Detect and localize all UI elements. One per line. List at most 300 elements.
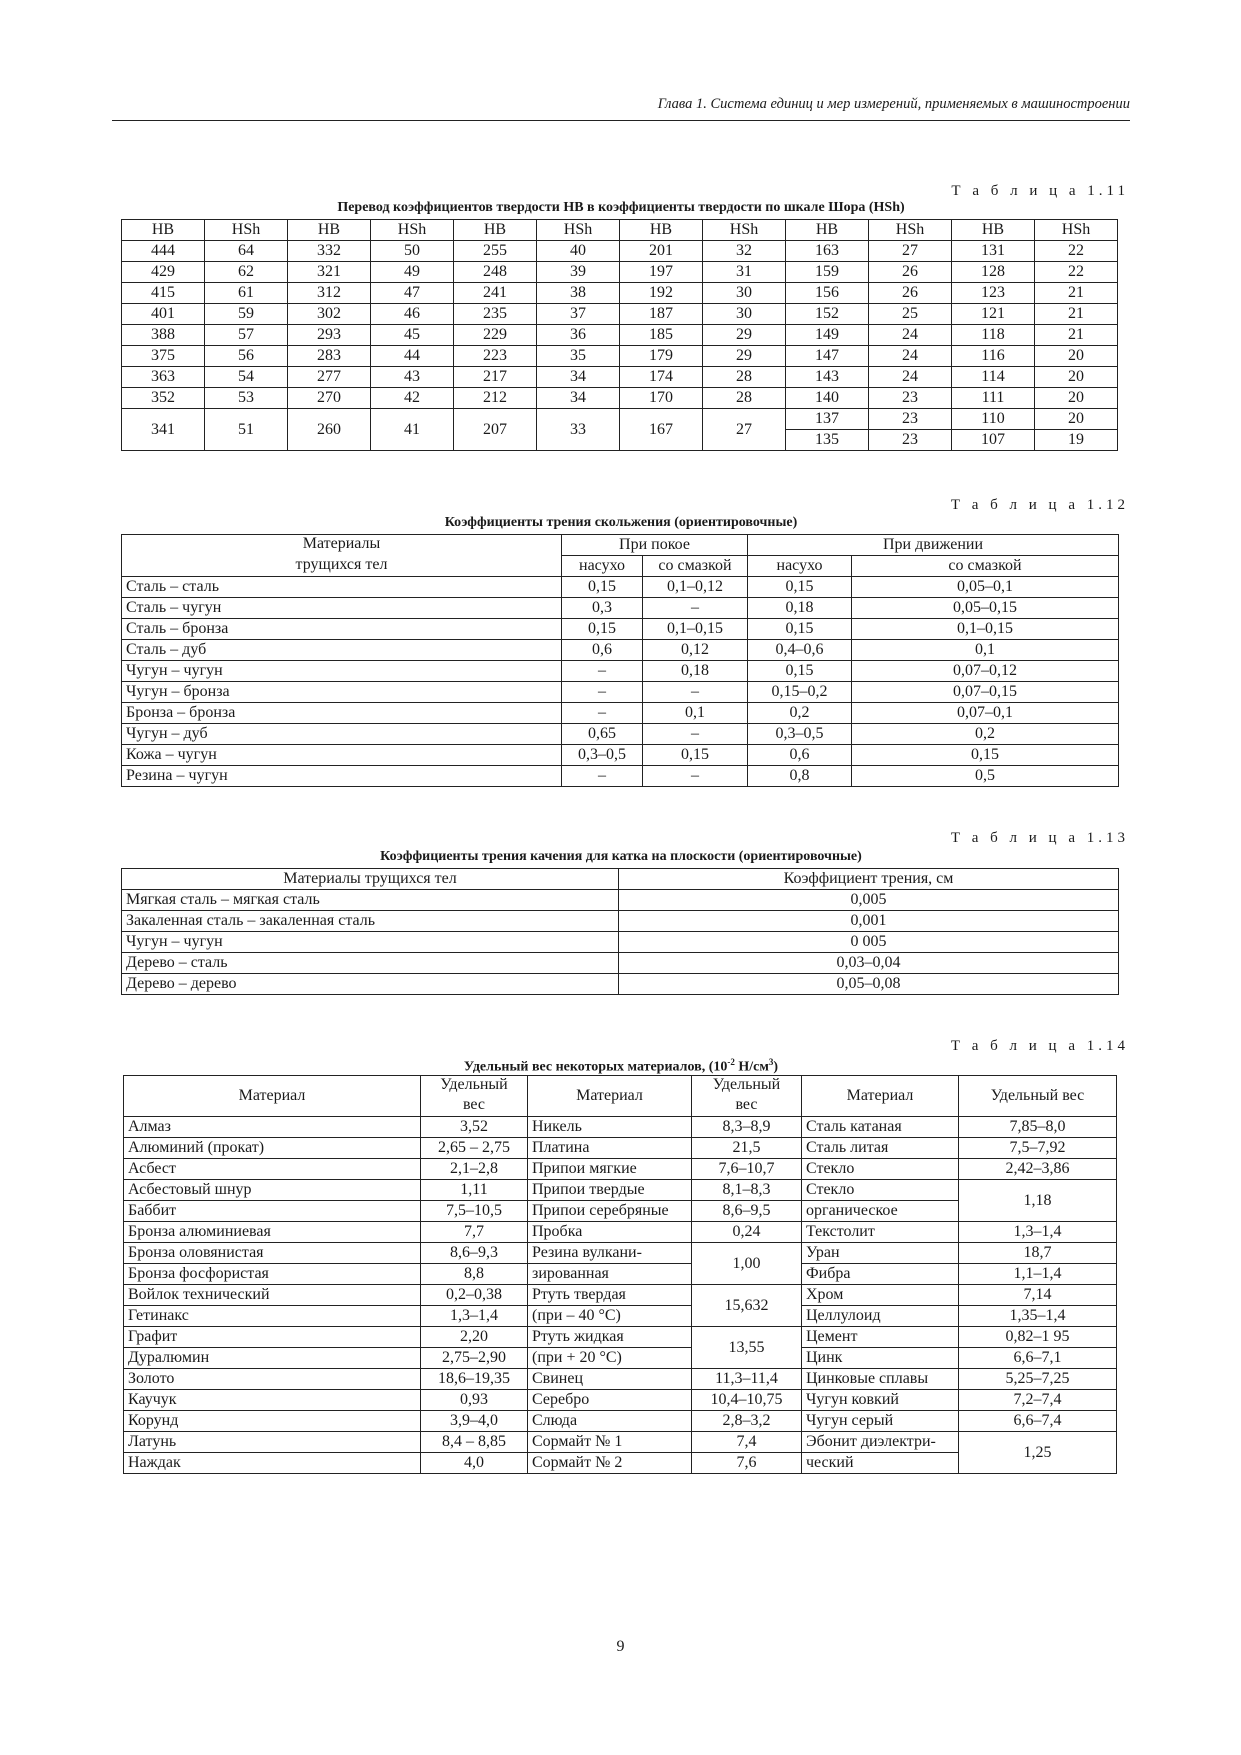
table-cell: 0,65	[562, 724, 643, 745]
table-cell: 44	[371, 346, 454, 367]
table-cell: 57	[205, 325, 288, 346]
table-cell: 123	[952, 283, 1035, 304]
table-row	[124, 1117, 1117, 1138]
table-row	[122, 661, 1119, 682]
table-1-11-caption: Т а б л и ц а 1.11	[951, 183, 1129, 199]
table-cell: 0,15–0,2	[748, 682, 852, 703]
material-name: Сталь катаная	[802, 1117, 959, 1138]
table-row	[122, 911, 1119, 932]
table-cell: 248	[454, 262, 537, 283]
weight-value: 0,93	[421, 1390, 528, 1411]
material-name: Цемент	[802, 1327, 959, 1348]
material-name: Эбонит диэлектри-	[802, 1432, 959, 1453]
header-cell: HB	[786, 220, 869, 241]
material-pair: Сталь – чугун	[122, 598, 562, 619]
table-cell: 137	[786, 409, 869, 430]
table-1-13-title: Коэффициенты трения качения для катка на плоскости (ориентировочные)	[380, 849, 862, 864]
weight-value: 6,6–7,4	[959, 1411, 1117, 1432]
weight-value: 18,7	[959, 1243, 1117, 1264]
table-cell: 0,6	[562, 640, 643, 661]
material-name: Баббит	[124, 1201, 421, 1222]
table-row	[122, 766, 1119, 787]
material-name: Припои серебряные	[528, 1201, 692, 1222]
material-name: Сормайт № 1	[528, 1432, 692, 1453]
material-name: Резина вулкани-	[528, 1243, 692, 1264]
table-cell: 415	[122, 283, 205, 304]
table-cell: –	[643, 598, 748, 619]
material-name: Латунь	[124, 1432, 421, 1453]
table-row	[124, 1432, 1117, 1453]
weight-value: 15,632	[692, 1285, 802, 1327]
table-row	[122, 890, 1119, 911]
weight-value: 2,65 – 2,75	[421, 1138, 528, 1159]
table-cell: 0,18	[643, 661, 748, 682]
material-name: Платина	[528, 1138, 692, 1159]
table-cell: 114	[952, 367, 1035, 388]
specific-weight-table	[123, 1075, 1117, 1474]
col-dry-header: насухо	[748, 556, 852, 577]
table-cell: 28	[703, 367, 786, 388]
table-cell: 0 005	[619, 932, 1119, 953]
table-cell: –	[562, 682, 643, 703]
material-pair: Сталь – бронза	[122, 619, 562, 640]
header-cell: HB	[454, 220, 537, 241]
table-cell: 121	[952, 304, 1035, 325]
table-cell: 270	[288, 388, 371, 409]
table-row	[124, 1348, 1117, 1369]
header-cell: HB	[122, 220, 205, 241]
page-number: 9	[616, 1638, 625, 1655]
material-name: Асбест	[124, 1159, 421, 1180]
table-cell: –	[643, 724, 748, 745]
table-cell: 0,1–0,15	[643, 619, 748, 640]
table-row	[122, 304, 1118, 325]
table-cell: 0,15	[643, 745, 748, 766]
material-name: Припои мягкие	[528, 1159, 692, 1180]
material-name: Целлулоид	[802, 1306, 959, 1327]
material-name: Каучук	[124, 1390, 421, 1411]
table-cell: 302	[288, 304, 371, 325]
material-name: Золото	[124, 1369, 421, 1390]
weight-value: 5,25–7,25	[959, 1369, 1117, 1390]
col-weight-header: Удельный	[421, 1076, 528, 1097]
material-name: Серебро	[528, 1390, 692, 1411]
weight-value: 0,24	[692, 1222, 802, 1243]
table-cell: 29	[703, 346, 786, 367]
material-name: Графит	[124, 1327, 421, 1348]
table-cell: 22	[1035, 241, 1118, 262]
table-cell: 341	[122, 409, 205, 451]
table-row	[122, 598, 1119, 619]
material-name: Фибра	[802, 1264, 959, 1285]
weight-value: 1,35–1,4	[959, 1306, 1117, 1327]
material-pair: Чугун – чугун	[122, 932, 619, 953]
material-name: (при – 40 °С)	[528, 1306, 692, 1327]
table-cell: 0,05–0,1	[852, 577, 1119, 598]
material-name: Сормайт № 2	[528, 1453, 692, 1474]
table-cell: 20	[1035, 346, 1118, 367]
header-cell: HB	[952, 220, 1035, 241]
table-row	[122, 367, 1118, 388]
table-row	[124, 1264, 1117, 1285]
material-name: Гетинакс	[124, 1306, 421, 1327]
table-cell: 0,2	[748, 703, 852, 724]
table-cell: 241	[454, 283, 537, 304]
table-cell: 23	[869, 409, 952, 430]
material-pair: Дерево – сталь	[122, 953, 619, 974]
col-rest-header: При покое	[562, 535, 748, 556]
material-name: Бронза фосфористая	[124, 1264, 421, 1285]
table-cell: 0,12	[643, 640, 748, 661]
table-cell: 0,03–0,04	[619, 953, 1119, 974]
material-name: органическое	[802, 1201, 959, 1222]
material-name: Асбестовый шнур	[124, 1180, 421, 1201]
rolling-friction-table	[121, 868, 1119, 995]
weight-value: 4,0	[421, 1453, 528, 1474]
table-cell: 140	[786, 388, 869, 409]
material-name: Слюда	[528, 1411, 692, 1432]
table-row	[124, 1285, 1117, 1306]
table-cell: 283	[288, 346, 371, 367]
table-cell: 39	[537, 262, 620, 283]
table-cell: 0,1	[852, 640, 1119, 661]
table-row	[122, 325, 1118, 346]
weight-value: 0,82–1 95	[959, 1327, 1117, 1348]
weight-value: 1,3–1,4	[959, 1222, 1117, 1243]
table-cell: 19	[1035, 430, 1118, 451]
table-cell: 0,001	[619, 911, 1119, 932]
material-name: Алмаз	[124, 1117, 421, 1138]
weight-value: 8,8	[421, 1264, 528, 1285]
table-cell: 21	[1035, 304, 1118, 325]
weight-value: 7,7	[421, 1222, 528, 1243]
material-name: Свинец	[528, 1369, 692, 1390]
table-cell: 147	[786, 346, 869, 367]
weight-value: 11,3–11,4	[692, 1369, 802, 1390]
table-cell: 21	[1035, 325, 1118, 346]
table-cell: 59	[205, 304, 288, 325]
table-cell: 197	[620, 262, 703, 283]
table-row	[122, 283, 1118, 304]
weight-value: 2,8–3,2	[692, 1411, 802, 1432]
col-lub-header: со смазкой	[643, 556, 748, 577]
material-name: Припои твердые	[528, 1180, 692, 1201]
table-1-14-title: Удельный вес некоторых материалов, ($10^{-2}$ $Н/см^3$)	[463, 1057, 779, 1075]
sliding-friction-table	[121, 534, 1119, 787]
weight-value: 1,11	[421, 1180, 528, 1201]
weight-value: 10,4–10,75	[692, 1390, 802, 1411]
table-cell: 20	[1035, 367, 1118, 388]
weight-value: 7,5–7,92	[959, 1138, 1117, 1159]
table-cell: 293	[288, 325, 371, 346]
table-cell: 0,07–0,15	[852, 682, 1119, 703]
table-row	[122, 745, 1119, 766]
header-cell: HB	[620, 220, 703, 241]
material-name: Сталь литая	[802, 1138, 959, 1159]
table-cell: 41	[371, 409, 454, 451]
material-name: Ртуть жидкая	[528, 1327, 692, 1348]
weight-value: 7,6	[692, 1453, 802, 1474]
material-name: Алюминий (прокат)	[124, 1138, 421, 1159]
table-cell: 401	[122, 304, 205, 325]
table-cell: 51	[205, 409, 288, 451]
table-cell: 375	[122, 346, 205, 367]
material-name: Уран	[802, 1243, 959, 1264]
table-row	[122, 640, 1119, 661]
table-cell: 312	[288, 283, 371, 304]
table-cell: 131	[952, 241, 1035, 262]
table-row	[124, 1222, 1117, 1243]
table-cell: 49	[371, 262, 454, 283]
table-cell: 24	[869, 367, 952, 388]
table-cell: 143	[786, 367, 869, 388]
table-cell: 23	[869, 388, 952, 409]
table-cell: 0,1	[643, 703, 748, 724]
table-cell: 47	[371, 283, 454, 304]
table-cell: 24	[869, 325, 952, 346]
table-cell: 31	[703, 262, 786, 283]
weight-value: 7,85–8,0	[959, 1117, 1117, 1138]
table-row	[122, 388, 1118, 409]
weight-value: 13,55	[692, 1327, 802, 1369]
table-cell: 35	[537, 346, 620, 367]
table-row	[122, 409, 1118, 430]
table-cell: 207	[454, 409, 537, 451]
material-pair: Бронза – бронза	[122, 703, 562, 724]
table-cell: 163	[786, 241, 869, 262]
table-cell: 0,07–0,12	[852, 661, 1119, 682]
table-cell: 170	[620, 388, 703, 409]
table-cell: 235	[454, 304, 537, 325]
weight-value: 8,6–9,5	[692, 1201, 802, 1222]
weight-value: 2,20	[421, 1327, 528, 1348]
table-cell: 30	[703, 304, 786, 325]
table-cell: 0,5	[852, 766, 1119, 787]
weight-value: 1,25	[959, 1432, 1117, 1474]
weight-value: 18,6–19,35	[421, 1369, 528, 1390]
table-row	[124, 1369, 1117, 1390]
table-cell: 37	[537, 304, 620, 325]
table-cell: 152	[786, 304, 869, 325]
table-cell: 159	[786, 262, 869, 283]
table-row	[122, 577, 1119, 598]
table-cell: –	[562, 661, 643, 682]
material-pair: Закаленная сталь – закаленная сталь	[122, 911, 619, 932]
material-name: Стекло	[802, 1180, 959, 1201]
material-pair: Чугун – дуб	[122, 724, 562, 745]
table-cell: 34	[537, 367, 620, 388]
table-cell: 321	[288, 262, 371, 283]
header-cell: HSh	[371, 220, 454, 241]
col-motion-header: При движении	[748, 535, 1119, 556]
table-cell: 42	[371, 388, 454, 409]
table-cell: 212	[454, 388, 537, 409]
weight-value: 1,00	[692, 1243, 802, 1285]
table-row	[122, 682, 1119, 703]
table-cell: 26	[869, 283, 952, 304]
col-materials-header: Материалы	[122, 535, 562, 556]
header-cell: HSh	[537, 220, 620, 241]
table-cell: 30	[703, 283, 786, 304]
hardness-table	[121, 219, 1118, 451]
table-cell: 53	[205, 388, 288, 409]
weight-value: 7,5–10,5	[421, 1201, 528, 1222]
col-weight-header-2: вес	[692, 1096, 802, 1117]
material-pair: Сталь – дуб	[122, 640, 562, 661]
table-row	[124, 1411, 1117, 1432]
table-cell: 192	[620, 283, 703, 304]
table-cell: 332	[288, 241, 371, 262]
material-name: Чугун ковкий	[802, 1390, 959, 1411]
table-cell: 0,05–0,08	[619, 974, 1119, 995]
table-cell: 229	[454, 325, 537, 346]
table-cell: 277	[288, 367, 371, 388]
table-row	[124, 1138, 1117, 1159]
table-cell: 43	[371, 367, 454, 388]
weight-value: 7,6–10,7	[692, 1159, 802, 1180]
table-1-12-caption: Т а б л и ц а 1.12	[950, 497, 1129, 513]
table-cell: 0,07–0,1	[852, 703, 1119, 724]
table-cell: 23	[869, 430, 952, 451]
table-row	[122, 932, 1119, 953]
table-cell: 0,005	[619, 890, 1119, 911]
table-cell: 201	[620, 241, 703, 262]
table-cell: 36	[537, 325, 620, 346]
table-cell: –	[562, 703, 643, 724]
table-cell: 32	[703, 241, 786, 262]
table-cell: 28	[703, 388, 786, 409]
header-cell: HSh	[869, 220, 952, 241]
col-material-header: Материал	[124, 1076, 421, 1117]
material-name: Чугун серый	[802, 1411, 959, 1432]
table-cell: 135	[786, 430, 869, 451]
table-cell: 0,15	[748, 661, 852, 682]
weight-value: 1,18	[959, 1180, 1117, 1222]
material-name: ческий	[802, 1453, 959, 1474]
weight-value: 2,1–2,8	[421, 1159, 528, 1180]
table-cell: 21	[1035, 283, 1118, 304]
table-cell: 0,1–0,15	[852, 619, 1119, 640]
material-name: Никель	[528, 1117, 692, 1138]
weight-value: 1,3–1,4	[421, 1306, 528, 1327]
table-cell: 429	[122, 262, 205, 283]
header-cell: HB	[288, 220, 371, 241]
table-cell: 26	[869, 262, 952, 283]
table-cell: –	[643, 682, 748, 703]
table-cell: 128	[952, 262, 1035, 283]
table-cell: 0,18	[748, 598, 852, 619]
weight-value: 8,4 – 8,85	[421, 1432, 528, 1453]
table-cell: 0,8	[748, 766, 852, 787]
table-cell: 0,3–0,5	[562, 745, 643, 766]
table-cell: 34	[537, 388, 620, 409]
material-name: Цинковые сплавы	[802, 1369, 959, 1390]
table-cell: 116	[952, 346, 1035, 367]
material-pair: Чугун – чугун	[122, 661, 562, 682]
table-cell: 0,3–0,5	[748, 724, 852, 745]
table-1-14-caption: Т а б л и ц а 1.14	[950, 1038, 1129, 1054]
table-cell: 352	[122, 388, 205, 409]
weight-value: 2,42–3,86	[959, 1159, 1117, 1180]
table-cell: 29	[703, 325, 786, 346]
weight-value: 6,6–7,1	[959, 1348, 1117, 1369]
running-header: Глава 1. Система единиц и мер измерений, применяемых в машиностроении	[112, 96, 1130, 121]
table-row	[122, 724, 1119, 745]
weight-value: 21,5	[692, 1138, 802, 1159]
weight-value: 0,2–0,38	[421, 1285, 528, 1306]
table-cell: 27	[869, 241, 952, 262]
table-row	[122, 703, 1119, 724]
table-cell: 107	[952, 430, 1035, 451]
table-cell: 54	[205, 367, 288, 388]
weight-value: 7,14	[959, 1285, 1117, 1306]
table-cell: 46	[371, 304, 454, 325]
material-name: Бронза оловянистая	[124, 1243, 421, 1264]
table-row	[122, 953, 1119, 974]
weight-value: 8,3–8,9	[692, 1117, 802, 1138]
col-coef-header: Коэффициент трения, см	[619, 869, 1119, 890]
col-weight-header: Удельный вес	[959, 1076, 1117, 1117]
table-cell: 56	[205, 346, 288, 367]
material-name: Стекло	[802, 1159, 959, 1180]
table-row	[122, 241, 1118, 262]
col-weight-header-2: вес	[421, 1096, 528, 1117]
material-name: Текстолит	[802, 1222, 959, 1243]
table-cell: 24	[869, 346, 952, 367]
table-cell: 0,15	[562, 577, 643, 598]
table-row	[124, 1159, 1117, 1180]
material-name: Дуралюмин	[124, 1348, 421, 1369]
table-cell: 33	[537, 409, 620, 451]
table-cell: 0,15	[852, 745, 1119, 766]
table-row	[124, 1243, 1117, 1264]
table-cell: 64	[205, 241, 288, 262]
material-pair: Мягкая сталь – мягкая сталь	[122, 890, 619, 911]
table-cell: 0,15	[562, 619, 643, 640]
material-pair: Резина – чугун	[122, 766, 562, 787]
header-cell: HSh	[205, 220, 288, 241]
table-cell: 174	[620, 367, 703, 388]
table-cell: 0,15	[748, 619, 852, 640]
weight-value: 1,1–1,4	[959, 1264, 1117, 1285]
table-cell: 444	[122, 241, 205, 262]
table-cell: 118	[952, 325, 1035, 346]
weight-value: 7,2–7,4	[959, 1390, 1117, 1411]
table-cell: 45	[371, 325, 454, 346]
table-cell: 0,15	[748, 577, 852, 598]
table-cell: 22	[1035, 262, 1118, 283]
table-cell: 111	[952, 388, 1035, 409]
weight-value: 3,9–4,0	[421, 1411, 528, 1432]
header-cell: HSh	[1035, 220, 1118, 241]
weight-value: 8,6–9,3	[421, 1243, 528, 1264]
table-row	[122, 346, 1118, 367]
table-cell: 179	[620, 346, 703, 367]
material-pair: Кожа – чугун	[122, 745, 562, 766]
material-name: Хром	[802, 1285, 959, 1306]
col-material-header: Материал	[802, 1076, 959, 1117]
material-name: Корунд	[124, 1411, 421, 1432]
table-cell: 40	[537, 241, 620, 262]
material-name: Войлок технический	[124, 1285, 421, 1306]
table-cell: 255	[454, 241, 537, 262]
table-cell: 149	[786, 325, 869, 346]
material-name: (при + 20 °С)	[528, 1348, 692, 1369]
table-row	[124, 1180, 1117, 1201]
material-name: Бронза алюминиевая	[124, 1222, 421, 1243]
weight-value: 8,1–8,3	[692, 1180, 802, 1201]
table-cell: 223	[454, 346, 537, 367]
